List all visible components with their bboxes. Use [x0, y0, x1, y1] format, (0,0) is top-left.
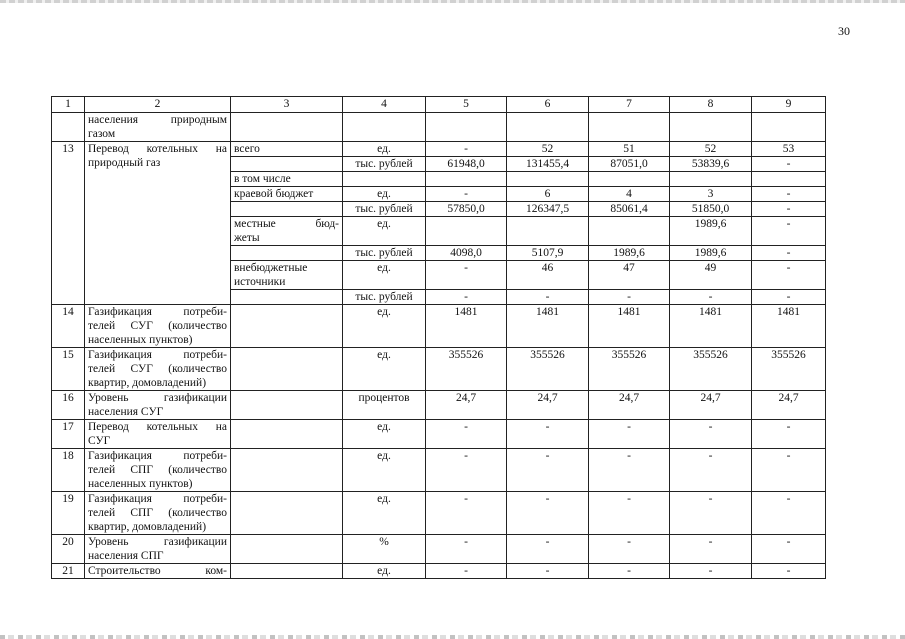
- header-cell: 1: [52, 97, 85, 113]
- value-cell: -: [752, 202, 826, 217]
- empty-cell: [670, 113, 752, 142]
- value-cell: -: [752, 564, 826, 579]
- row-number-cell: 19: [52, 492, 85, 535]
- value-cell: -: [752, 420, 826, 449]
- indicator-name-cell: [85, 142, 231, 305]
- value-cell: -: [752, 535, 826, 564]
- table-row: [52, 492, 826, 535]
- cell-text-line: населенных пунктов): [88, 334, 193, 346]
- header-cell: 4: [343, 97, 426, 113]
- source-cell: [231, 305, 343, 348]
- unit-cell: [343, 172, 426, 187]
- empty-cell: [343, 113, 426, 142]
- value-cell: -: [589, 449, 670, 492]
- continuation-row: [52, 113, 826, 142]
- table-row: [52, 535, 826, 564]
- source-cell: [231, 420, 343, 449]
- unit-cell: ед.: [343, 187, 426, 202]
- scan-edge-top: [0, 0, 905, 3]
- value-cell: -: [426, 492, 507, 535]
- value-cell: 6: [507, 187, 589, 202]
- cell-text-line: Газификация потреби-: [88, 450, 227, 462]
- value-cell: -: [426, 290, 507, 305]
- value-cell: -: [426, 261, 507, 290]
- value-cell: 53: [752, 142, 826, 157]
- unit-cell: тыс. рублей: [343, 202, 426, 217]
- value-cell: -: [507, 492, 589, 535]
- unit-cell: ед.: [343, 261, 426, 290]
- value-cell: -: [752, 261, 826, 290]
- value-cell: -: [752, 187, 826, 202]
- unit-cell: ед.: [343, 492, 426, 535]
- value-cell: 57850,0: [426, 202, 507, 217]
- value-cell: -: [507, 564, 589, 579]
- cell-text-line: жеты: [234, 232, 260, 244]
- cell-text-line: Перевод котельных на: [88, 421, 227, 433]
- value-cell: -: [670, 420, 752, 449]
- source-cell: [231, 217, 343, 246]
- value-cell: 52: [507, 142, 589, 157]
- value-cell: [589, 172, 670, 187]
- value-cell: -: [752, 492, 826, 535]
- source-cell: краевой бюджет: [231, 187, 343, 202]
- value-cell: 5107,9: [507, 246, 589, 261]
- value-cell: [752, 172, 826, 187]
- value-cell: -: [589, 564, 670, 579]
- value-cell: 52: [670, 142, 752, 157]
- value-cell: -: [507, 420, 589, 449]
- table-row: [52, 420, 826, 449]
- cell-text-line: Газификация потреби-: [88, 306, 227, 318]
- value-cell: 131455,4: [507, 157, 589, 172]
- cell-text-line: СУГ: [88, 435, 111, 447]
- value-cell: 24,7: [670, 391, 752, 420]
- cell-text-line: Уровень газификации: [88, 392, 227, 404]
- source-cell: [231, 391, 343, 420]
- unit-cell: ед.: [343, 142, 426, 157]
- row-number-cell: [52, 113, 85, 142]
- value-cell: -: [426, 564, 507, 579]
- cell-text-line: природный газ: [88, 157, 161, 169]
- unit-cell: тыс. рублей: [343, 157, 426, 172]
- source-cell: [231, 157, 343, 172]
- source-cell: [231, 348, 343, 391]
- value-cell: 61948,0: [426, 157, 507, 172]
- row-number-cell: 21: [52, 564, 85, 579]
- value-cell: 24,7: [589, 391, 670, 420]
- value-cell: -: [426, 420, 507, 449]
- indicator-name-cell: [85, 564, 231, 579]
- value-cell: 24,7: [507, 391, 589, 420]
- value-cell: 51850,0: [670, 202, 752, 217]
- value-cell: 1481: [426, 305, 507, 348]
- table-row: [52, 305, 826, 348]
- value-cell: 1989,6: [670, 246, 752, 261]
- source-cell: [231, 492, 343, 535]
- value-cell: 355526: [589, 348, 670, 391]
- unit-cell: ед.: [343, 217, 426, 246]
- cell-text-line: телей СПГ (количество: [88, 464, 227, 476]
- value-cell: -: [426, 535, 507, 564]
- header-row: [52, 97, 826, 113]
- indicator-name-cell: [85, 420, 231, 449]
- cell-text-line: квартир, домовладений): [88, 377, 207, 389]
- table-row: [52, 391, 826, 420]
- value-cell: [507, 217, 589, 246]
- page-number: 30: [838, 24, 850, 38]
- value-cell: -: [589, 492, 670, 535]
- value-cell: 3: [670, 187, 752, 202]
- value-cell: 24,7: [752, 391, 826, 420]
- unit-cell: тыс. рублей: [343, 290, 426, 305]
- value-cell: [670, 172, 752, 187]
- row-number-cell: 20: [52, 535, 85, 564]
- value-cell: 49: [670, 261, 752, 290]
- value-cell: 53839,6: [670, 157, 752, 172]
- value-cell: [589, 217, 670, 246]
- cell-text-line: населения СПГ: [88, 550, 164, 562]
- indicator-name-cell: [85, 348, 231, 391]
- scan-edge-bottom: [0, 635, 905, 639]
- value-cell: [426, 172, 507, 187]
- indicator-name-cell: [85, 391, 231, 420]
- value-cell: 355526: [752, 348, 826, 391]
- cell-text-line: квартир, домовладений): [88, 521, 207, 533]
- value-cell: 4098,0: [426, 246, 507, 261]
- cell-text-line: телей СУГ (количество: [88, 320, 227, 332]
- value-cell: 1989,6: [670, 217, 752, 246]
- empty-cell: [589, 113, 670, 142]
- indicator-name-cell: [85, 535, 231, 564]
- value-cell: 126347,5: [507, 202, 589, 217]
- empty-cell: [507, 113, 589, 142]
- cell-text-line: местные бюд-: [234, 218, 339, 230]
- value-cell: -: [426, 449, 507, 492]
- header-cell: 2: [85, 97, 231, 113]
- row-number-cell: 17: [52, 420, 85, 449]
- unit-cell: ед.: [343, 305, 426, 348]
- table-body: [52, 97, 826, 579]
- value-cell: -: [507, 535, 589, 564]
- empty-cell: [426, 113, 507, 142]
- header-cell: 7: [589, 97, 670, 113]
- header-cell: 9: [752, 97, 826, 113]
- value-cell: 47: [589, 261, 670, 290]
- cell-text-line: Строительство ком-: [88, 565, 227, 577]
- source-cell: [231, 290, 343, 305]
- empty-cell: [231, 113, 343, 142]
- cell-text-line: Газификация потреби-: [88, 493, 227, 505]
- value-cell: [507, 172, 589, 187]
- value-cell: -: [670, 290, 752, 305]
- value-cell: -: [752, 290, 826, 305]
- cell-text-line: Уровень газификации: [88, 536, 227, 548]
- row-number-cell: 16: [52, 391, 85, 420]
- source-cell: в том числе: [231, 172, 343, 187]
- cell-text-line: телей СПГ (количество: [88, 507, 227, 519]
- cell-text-line: населения СУГ: [88, 406, 164, 418]
- value-cell: 355526: [670, 348, 752, 391]
- source-cell: [231, 202, 343, 217]
- indicator-name-cell: [85, 113, 231, 142]
- value-cell: 355526: [507, 348, 589, 391]
- header-cell: 5: [426, 97, 507, 113]
- row-number-cell: 18: [52, 449, 85, 492]
- value-cell: -: [426, 187, 507, 202]
- unit-cell: ед.: [343, 564, 426, 579]
- value-cell: -: [670, 449, 752, 492]
- indicator-name-cell: [85, 305, 231, 348]
- indicator-name-cell: [85, 492, 231, 535]
- cell-text-line: источники: [234, 276, 286, 288]
- value-cell: -: [752, 157, 826, 172]
- cell-text-line: внебюджетные: [234, 262, 308, 274]
- value-cell: 46: [507, 261, 589, 290]
- unit-cell: ед.: [343, 348, 426, 391]
- unit-cell: ед.: [343, 449, 426, 492]
- source-cell: [231, 449, 343, 492]
- value-cell: -: [670, 564, 752, 579]
- source-cell: [231, 535, 343, 564]
- value-cell: -: [752, 217, 826, 246]
- value-cell: -: [670, 492, 752, 535]
- value-cell: -: [752, 449, 826, 492]
- header-cell: 8: [670, 97, 752, 113]
- cell-text-line: Газификация потреби-: [88, 349, 227, 361]
- unit-cell: ед.: [343, 420, 426, 449]
- table-row: [52, 564, 826, 579]
- source-cell: [231, 246, 343, 261]
- value-cell: [426, 217, 507, 246]
- indicator-name-line: населения природным: [88, 114, 227, 126]
- value-cell: 1481: [670, 305, 752, 348]
- value-cell: 24,7: [426, 391, 507, 420]
- table-row: [52, 449, 826, 492]
- value-cell: -: [589, 420, 670, 449]
- program-indicators-table: [51, 96, 826, 579]
- cell-text-line: населенных пунктов): [88, 478, 193, 490]
- empty-cell: [752, 113, 826, 142]
- value-cell: 87051,0: [589, 157, 670, 172]
- value-cell: 1989,6: [589, 246, 670, 261]
- value-cell: -: [589, 535, 670, 564]
- indicator-name-cell: [85, 449, 231, 492]
- unit-cell: %: [343, 535, 426, 564]
- unit-cell: тыс. рублей: [343, 246, 426, 261]
- value-cell: -: [670, 535, 752, 564]
- source-cell: [231, 564, 343, 579]
- header-cell: 3: [231, 97, 343, 113]
- value-cell: 1481: [589, 305, 670, 348]
- row-number-cell: 15: [52, 348, 85, 391]
- cell-text-line: Перевод котельных на: [88, 143, 227, 155]
- cell-text-line: телей СУГ (количество: [88, 363, 227, 375]
- value-cell: -: [752, 246, 826, 261]
- value-cell: 1481: [507, 305, 589, 348]
- value-cell: -: [589, 290, 670, 305]
- value-cell: -: [507, 290, 589, 305]
- source-cell: всего: [231, 142, 343, 157]
- source-cell: [231, 261, 343, 290]
- header-cell: 6: [507, 97, 589, 113]
- table-row: [52, 348, 826, 391]
- value-cell: -: [426, 142, 507, 157]
- table-row-13-subrow: [52, 142, 826, 157]
- unit-cell: процентов: [343, 391, 426, 420]
- value-cell: 4: [589, 187, 670, 202]
- indicator-name-line: газом: [88, 128, 116, 140]
- value-cell: -: [507, 449, 589, 492]
- value-cell: 355526: [426, 348, 507, 391]
- value-cell: 85061,4: [589, 202, 670, 217]
- value-cell: 1481: [752, 305, 826, 348]
- row-number-cell: 13: [52, 142, 85, 305]
- value-cell: 51: [589, 142, 670, 157]
- row-number-cell: 14: [52, 305, 85, 348]
